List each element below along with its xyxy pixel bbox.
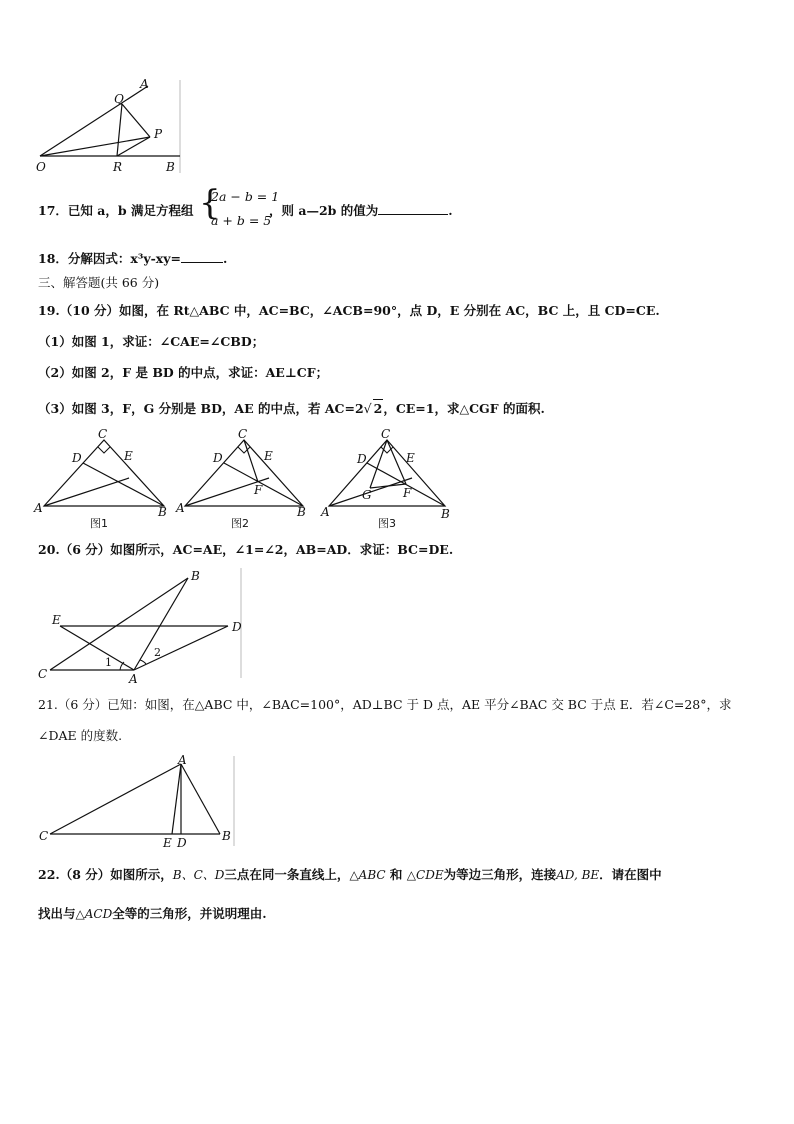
q22-line1-c: 为等边三角形，连接 — [443, 867, 557, 882]
fig2-label-F: F — [254, 483, 263, 497]
q22-line1-d: ．请在图中 — [599, 867, 662, 882]
q20-label-D: D — [232, 620, 242, 634]
q19-part3-a: （3）如图 3，F，G 分别是 BD，AE 的中点，若 AC=2 — [38, 401, 364, 416]
fig3-label-G: G — [362, 488, 372, 502]
q21-label-D: D — [177, 836, 187, 850]
q19-part3-b: ，CE=1，求△CGF 的面积. — [383, 401, 545, 416]
fig3-caption: 图3 — [378, 517, 396, 530]
fig1-caption: 图1 — [90, 517, 108, 530]
q20-label-A: A — [129, 672, 138, 684]
q21-line1: 21.（6 分）已知：如图，在△ABC 中，∠BAC=100°，AD⊥BC 于 D 点，AE 平分∠BAC 交 BC 于点 E．若∠C=28°，求 — [38, 697, 732, 712]
q21-label-B: B — [222, 829, 231, 843]
label-P: P — [154, 127, 163, 141]
q22-line2-b: 全等的三角形，并说明理由. — [112, 906, 267, 921]
q19-stem: 19.（10 分）如图，在 Rt△ABC 中，AC=BC，∠ACB=90°，点 D，E 分别在 AC，BC 上，且 CD=CE. — [38, 303, 660, 318]
q22-line2 — [38, 905, 267, 923]
q16-figure — [30, 78, 190, 178]
fig2-caption: 图2 — [231, 517, 249, 530]
label-Q: Q — [114, 92, 124, 106]
segment-QP — [122, 104, 150, 137]
q19-figure-3 — [320, 427, 450, 530]
q19-part3: （3）如图 3，F，G 分别是 BD，AE 的中点，若 AC=2√ 2，CE=1，求△CGF 的面积. — [38, 401, 545, 416]
q18-end: . — [222, 251, 228, 266]
ray-OA — [40, 86, 148, 156]
q17-eq2: a + b = 5 — [211, 213, 272, 228]
q17-prefix: 17．已知 a，b 满足方程组 — [38, 203, 194, 218]
q20-text: 20.（6 分）如图所示，AC=AE，∠1=∠2，AB=AD．求证：BC=DE. — [38, 542, 454, 557]
q20-label-B: B — [191, 569, 200, 583]
section-3-title: 三、解答题(共 66 分) — [38, 275, 160, 290]
fig3-label-B: B — [441, 507, 450, 521]
q19-figures — [32, 426, 462, 530]
q17-end: . — [448, 203, 453, 218]
q19-sqrt-value: 2 — [373, 401, 383, 416]
fig2-label-E: E — [264, 449, 273, 463]
q18 — [38, 250, 227, 268]
q21-label-A: A — [178, 754, 187, 767]
fig2-label-B: B — [297, 505, 306, 519]
q22-line1-a: 22.（8 分）如图所示， — [38, 867, 173, 882]
label-B: B — [166, 160, 175, 174]
answer-blank-17[interactable] — [378, 202, 448, 215]
label-R: R — [113, 160, 123, 174]
q20-angle-1: 1 — [105, 656, 112, 669]
q22-triangle-cde: △CDE — [406, 868, 444, 882]
q21-line2: ∠DAE 的度数. — [38, 728, 123, 743]
q22-points: B、C、D — [172, 868, 225, 882]
q17-eq1: 2a − b = 1 — [211, 189, 280, 204]
q19-part2: （2）如图 2，F 是 BD 的中点，求证：AE⊥CF； — [38, 365, 329, 380]
q22-triangle-acd: △ACD — [75, 907, 113, 921]
fig2-label-D: D — [213, 451, 223, 465]
segment-QR — [117, 104, 122, 156]
q17-brace: { — [199, 183, 221, 223]
fig3-label-D: D — [357, 452, 367, 466]
q22-line1-b: 三点在同一条直线上， — [224, 867, 350, 882]
q19-part1: （1）如图 1，求证：∠CAE=∠CBD； — [38, 334, 265, 349]
q20-angle-2: 2 — [154, 646, 161, 659]
q17 — [38, 202, 193, 220]
fig3-label-C: C — [381, 427, 391, 441]
q21-figure — [36, 754, 246, 850]
q22-triangle-abc: △ABC — [349, 868, 386, 882]
q18-text: 18．分解因式：x³y-xy= — [38, 251, 181, 266]
q21-label-C: C — [39, 829, 49, 843]
q22-line2-a: 找出与 — [38, 906, 76, 921]
fig3-label-F: F — [403, 486, 412, 500]
q20-label-E: E — [52, 613, 61, 627]
fig1-label-E: E — [124, 449, 133, 463]
q19-figure-2 — [175, 427, 306, 530]
fig1-label-D: D — [72, 451, 82, 465]
q22-and: 和 — [385, 867, 407, 882]
q22-segments: AD, BE — [556, 868, 600, 882]
answer-blank-18[interactable] — [181, 250, 223, 263]
q19-figure-1 — [33, 427, 167, 530]
fig3-label-A: A — [321, 505, 330, 519]
fig1-label-B: B — [158, 505, 167, 519]
q20-figure — [36, 566, 251, 684]
fig2-label-C: C — [238, 427, 248, 441]
q17-tail — [269, 202, 453, 220]
fig3-label-E: E — [406, 451, 415, 465]
label-O: O — [36, 160, 46, 174]
fig1-label-A: A — [34, 501, 43, 515]
q22-line1 — [38, 866, 662, 884]
q17-suffix: ，则 a—2b 的值为 — [269, 203, 379, 218]
q21-label-E: E — [163, 836, 172, 850]
label-A: A — [140, 78, 149, 91]
q20-label-C: C — [38, 667, 48, 681]
fig2-label-A: A — [176, 501, 185, 515]
fig1-label-C: C — [98, 427, 108, 441]
